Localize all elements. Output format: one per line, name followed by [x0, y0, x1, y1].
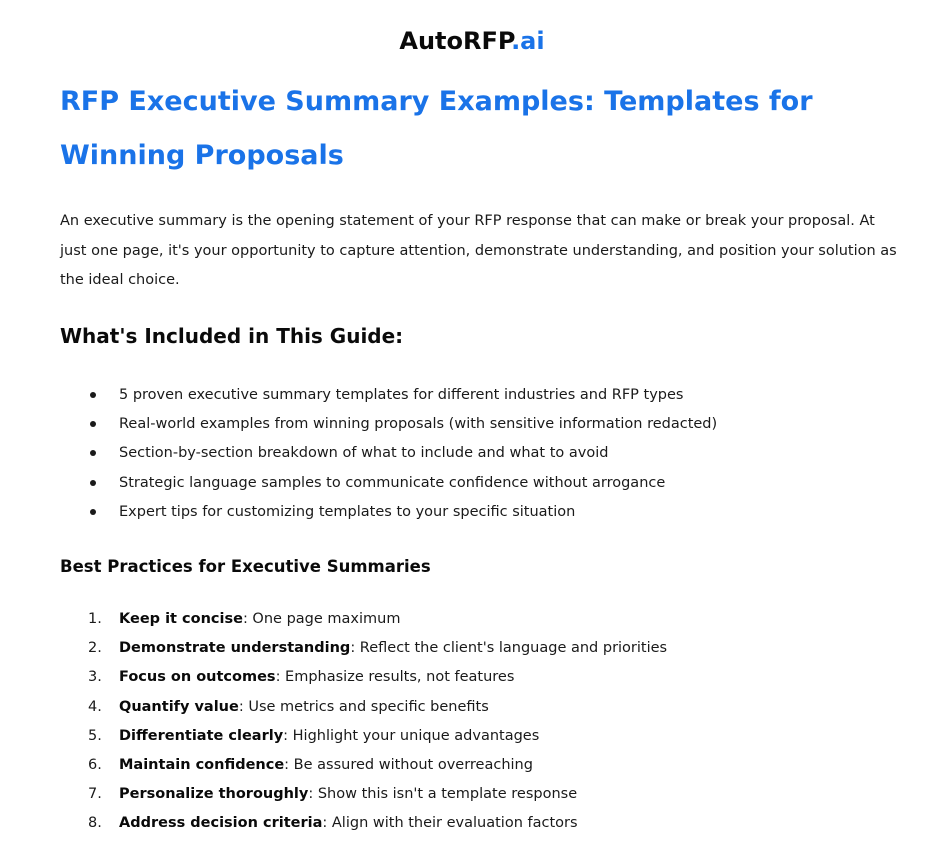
item-text: : One page maximum	[242, 611, 401, 627]
item-number: 1.	[88, 611, 102, 627]
item-text: : Align with their evaluation factors	[322, 815, 578, 832]
item-text: : Show this isn't a template response	[308, 786, 578, 803]
item-text: : Be assured without overreaching	[284, 757, 533, 774]
item-number: 7.	[88, 786, 102, 803]
bullet-icon	[90, 509, 96, 515]
best-practices-list	[60, 605, 900, 839]
bullet-icon	[90, 392, 96, 398]
bullet-icon	[90, 450, 96, 456]
item-number: 5.	[88, 727, 102, 744]
best-practice-item	[60, 722, 900, 751]
best-practice-item	[60, 693, 900, 722]
best-practice-item	[60, 780, 900, 809]
best-practices-heading: Best Practices for Executive Summaries	[60, 557, 431, 576]
item-term: Address decision criteria	[119, 815, 323, 832]
brand-logo	[0, 24, 944, 58]
best-practice-item	[60, 605, 900, 634]
bullet-icon	[90, 480, 96, 486]
item-number: 8.	[88, 815, 102, 832]
item-term: Personalize thoroughly	[119, 786, 309, 803]
item-number: 3.	[88, 669, 102, 686]
guide-list-item	[60, 469, 900, 498]
item-term: Demonstrate understanding	[119, 640, 351, 657]
item-term: Quantify value	[119, 698, 239, 715]
item-number: 4.	[88, 698, 102, 715]
guide-list-item	[60, 498, 900, 527]
best-practice-item	[60, 634, 900, 663]
guide-list-item	[60, 439, 900, 468]
guide-item-text: Section-by-section breakdown of what to include and what to avoid	[119, 445, 609, 462]
item-text: : Highlight your unique advantages	[283, 727, 540, 744]
item-text: : Reflect the client's language and priorities	[350, 640, 668, 657]
bullet-icon	[90, 421, 96, 427]
item-number: 2.	[88, 640, 102, 657]
guide-list-item	[60, 410, 900, 439]
guide-item-text: Strategic language samples to communicate confidence without arrogance	[119, 474, 666, 491]
guide-list	[60, 381, 900, 527]
brand-name: AutoRFP	[399, 27, 512, 55]
best-practice-item	[60, 809, 900, 838]
item-term: Focus on outcomes	[119, 669, 276, 686]
item-term: Keep it concise	[119, 611, 243, 627]
brand-name-accent: .ai	[511, 27, 545, 55]
guide-item-text: Expert tips for customizing templates to your specific situation	[119, 503, 576, 520]
item-text: : Use metrics and specific benefits	[238, 698, 489, 715]
guide-item-text: 5 proven executive summary templates for different industries and RFP types	[119, 387, 684, 403]
guide-heading: What's Included in This Guide:	[60, 324, 404, 348]
item-number: 6.	[88, 757, 102, 774]
guide-list-item	[60, 381, 900, 410]
item-term: Maintain confidence	[119, 757, 285, 774]
page-title: RFP Executive Summary Examples: Templates for Winning Proposals	[60, 86, 813, 171]
item-text: : Emphasize results, not features	[275, 669, 515, 686]
intro-paragraph: An executive summary is the opening statement of your RFP response that can make or break your proposal. At just one page, it's your opportunity to capture attention, demonstrate understanding, and position your solution as the ideal choice.	[60, 213, 897, 288]
item-term: Differentiate clearly	[119, 727, 284, 744]
best-practice-item	[60, 663, 900, 692]
best-practice-item	[60, 751, 900, 780]
guide-item-text: Real-world examples from winning proposals (with sensitive information redacted)	[119, 416, 718, 433]
